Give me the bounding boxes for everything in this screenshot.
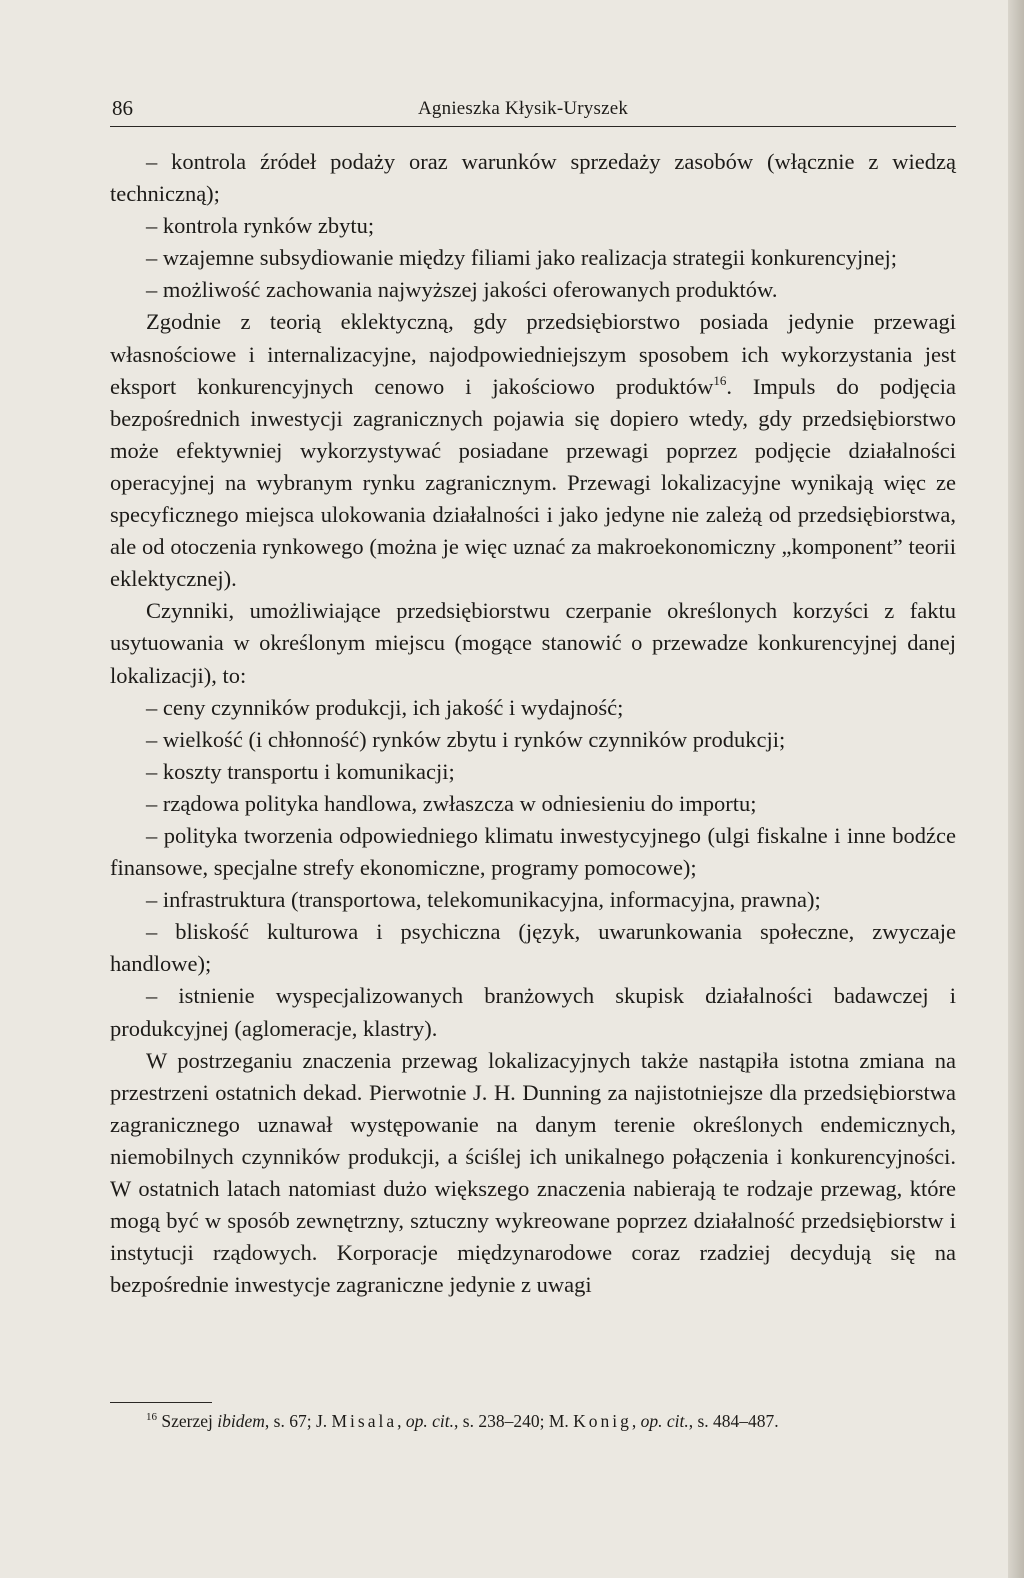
list-item: – kontrola źródeł podaży oraz warunków sprzedaży zasobów (włącznie z wiedzą techniczną); xyxy=(110,149,956,207)
footnote-italic: op. cit. xyxy=(640,1411,689,1431)
list-item: – koszty transportu i komunikacji; xyxy=(146,758,455,784)
list-item: – infrastruktura (transportowa, telekomunikacyjna, informacyjna, prawna); xyxy=(146,887,821,913)
footnote-number: 16 xyxy=(146,1411,157,1423)
main-text xyxy=(110,146,956,1301)
list-item: – ceny czynników produkcji, ich jakość i wydajność; xyxy=(146,694,624,720)
footnote-author: Konig xyxy=(573,1411,632,1431)
paragraph-text: . Impuls do podjęcia bezpośrednich inwestycji zagranicznych pojawia się dopiero wtedy, gdy przedsiębiorstwo może efektywniej wykorzystywać posiadane przewagi poprzez podjęcie działalności operacyjnej na wybranym rynku zagranicznym. Przewagi lokalizacyjne wynikają więc ze specyficznego miejsca ulokowania działalności i jako jedyne nie zależą od przedsiębiorstwa, ale od otoczenia rynkowego (można je więc uznać za makroekonomiczny „komponent” teorii eklektycznej). xyxy=(110,373,957,592)
footnote-ref: 16 xyxy=(713,372,727,388)
running-head-author: Agnieszka Kłysik-Uryszek xyxy=(418,98,629,119)
list-item: – istnienie wyspecjalizowanych branżowych skupisk działalności badawczej i produkcyjnej (aglomeracje, klastry). xyxy=(110,983,956,1041)
list-item: – kontrola rynków zbytu; xyxy=(146,213,375,239)
footnote xyxy=(146,1409,958,1433)
page-number: 86 xyxy=(112,96,133,120)
paragraph-eclectic-theory xyxy=(110,306,956,595)
footnote-text: , xyxy=(631,1411,641,1431)
paragraph-text: Zgodnie z teorią eklektyczną, gdy przedsiębiorstwo posiada jedynie przewagi własnościowe i internalizacyjne, najodpowiedniejszym sposobem ich wykorzystania jest eksport konkurencyjnych cenowo i jakościowo produktów xyxy=(110,309,956,399)
paragraph-factors: Czynniki, umożliwiające przedsiębiorstwu czerpanie określonych korzyści z faktu usytuowania w określonym miejscu (mogące stanowić o przewadze konkurencyjnej danej lokalizacji), to: xyxy=(110,598,956,688)
footnote-text: , s. 484–487. xyxy=(688,1411,779,1431)
footnote-separator xyxy=(110,1402,212,1403)
footnote-text: , s. 67; J. xyxy=(264,1411,332,1431)
paragraph-perception: W postrzeganiu znaczenia przewag lokalizacyjnych także nastąpiła istotna zmiana na przestrzeni ostatnich dekad. Pierwotnie J. H. Dunning za najistotniejsze dla przedsiębiorstwa zagranicznego uznawał występowanie na danym terenie określonych endemicznych, niemobilnych czynników produkcji, a ściślej ich unikalnego połączenia i konkurencyjności. W ostatnich latach natomiast dużo większego znaczenia nabierają te rodzaje przewag, które mogą być w sposób zewnętrzny, sztuczny wykreowane poprzez działalność przedsiębiorstw i instytucji rządowych. Korporacje międzynarodowe coraz rzadziej decydują się na bezpośrednie inwestycje zagraniczne jedynie z uwagi xyxy=(110,1047,956,1298)
list-item: – rządowa polityka handlowa, zwłaszcza w odniesieniu do importu; xyxy=(146,790,757,816)
footnote-italic: ibidem xyxy=(217,1411,265,1431)
list-item: – wzajemne subsydiowanie między filiami jako realizacja strategii konkurencyjnej; xyxy=(146,245,897,271)
list-item: – wielkość (i chłonność) rynków zbytu i rynków czynników produkcji; xyxy=(146,726,786,752)
list-item: – możliwość zachowania najwyższej jakości oferowanych produktów. xyxy=(146,277,778,303)
running-header xyxy=(110,96,956,127)
list-item: – polityka tworzenia odpowiedniego klimatu inwestycyjnego (ulgi fiskalne i inne bodźce finansowe, specjalne strefy ekonomiczne, programy pomocowe); xyxy=(110,822,956,881)
list-item: – bliskość kulturowa i psychiczna (język, uwarunkowania społeczne, zwyczaje handlowe); xyxy=(110,919,956,977)
footnote-text: Szerzej xyxy=(161,1411,218,1431)
footnote-italic: op. cit. xyxy=(405,1411,455,1431)
page-edge-shadow xyxy=(1008,0,1024,1578)
footnote-text: , s. 238–240; M. xyxy=(454,1411,574,1431)
footnote-text: , xyxy=(397,1411,406,1431)
footnote-author: Misala xyxy=(331,1411,398,1431)
